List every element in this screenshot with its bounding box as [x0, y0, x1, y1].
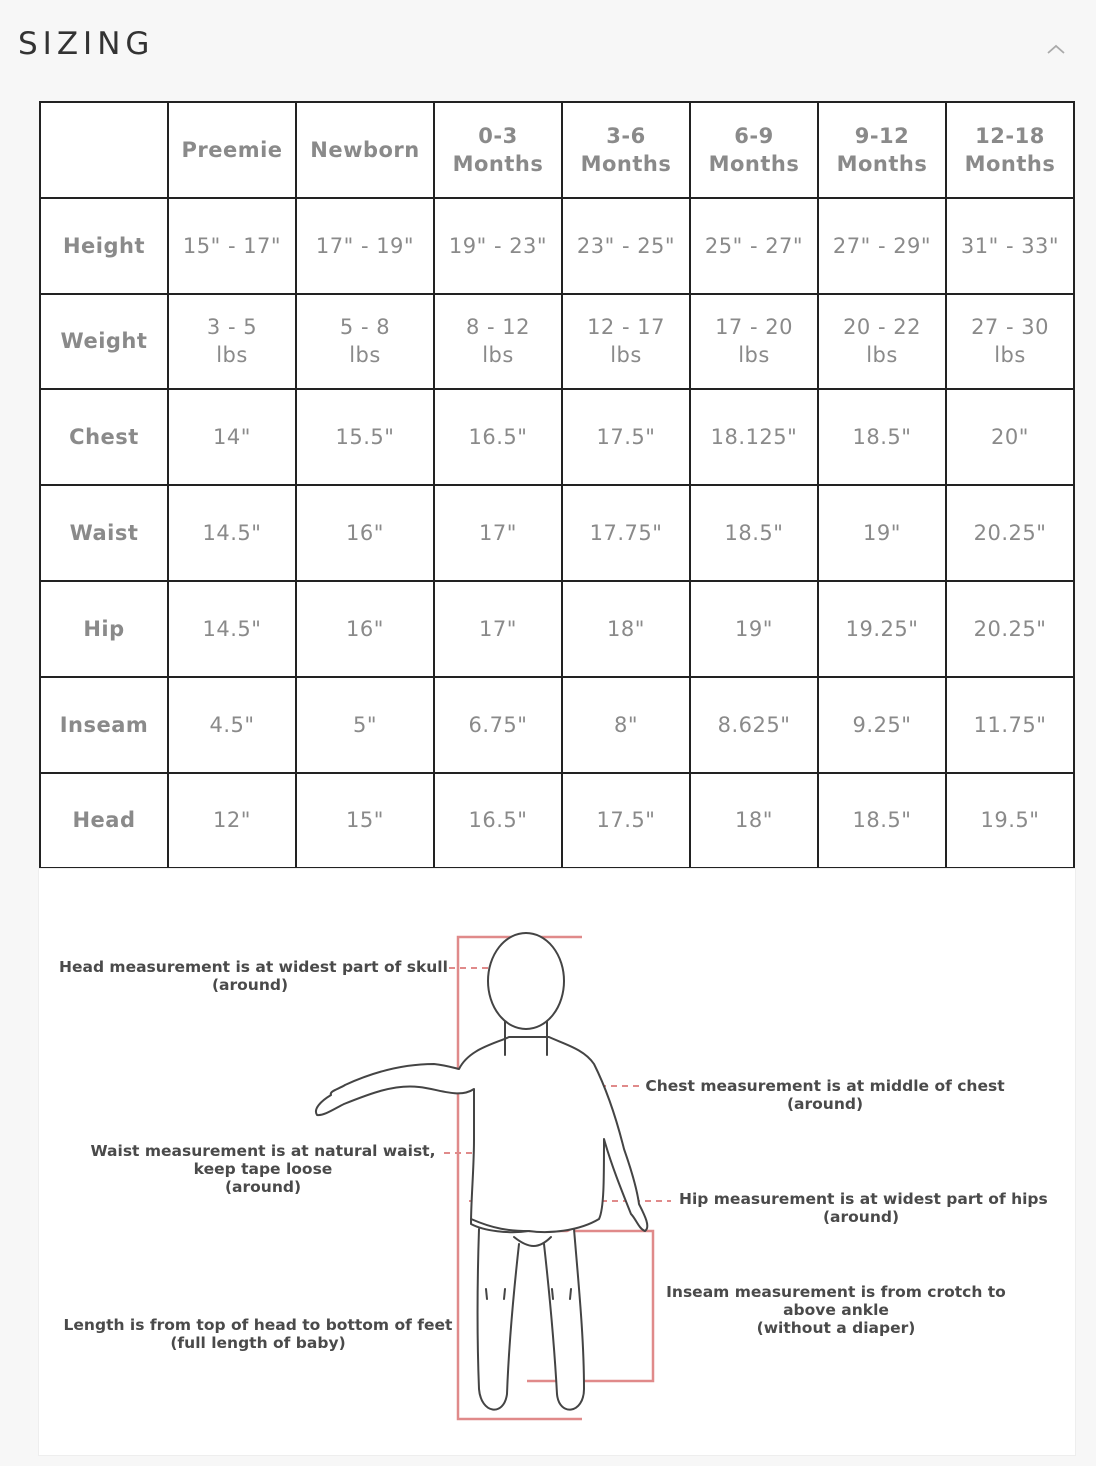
- table-cell: [690, 581, 818, 677]
- cell-text-line: 18": [607, 616, 645, 641]
- chevron-up-icon[interactable]: [1040, 36, 1072, 62]
- table-cell: [818, 677, 946, 773]
- table-cell: [296, 389, 434, 485]
- inseam-annotation: Inseam measurement is from crotch to above ankle (without a diaper): [666, 1283, 1006, 1337]
- cell-text-line: 18.5": [724, 521, 784, 546]
- cell-text-line: 25" - 27": [704, 233, 804, 258]
- table-cell: [296, 677, 434, 773]
- cell-text-line: 17.5": [596, 808, 656, 833]
- column-header: [168, 102, 296, 198]
- table-cell: [168, 198, 296, 294]
- table-cell: [690, 773, 818, 869]
- cell-text-line: 6.75": [468, 712, 528, 737]
- table-cell: [818, 581, 946, 677]
- cell-text-line: lbs: [738, 343, 770, 368]
- cell-text-line: 17": [479, 616, 517, 641]
- row-header: Chest: [40, 389, 168, 485]
- table-row: [40, 485, 1074, 581]
- corner-cell: [40, 102, 168, 198]
- table-cell: [690, 198, 818, 294]
- cell-text-line: 19.25": [845, 616, 919, 641]
- table-cell: [296, 773, 434, 869]
- cell-text-line: Months: [836, 151, 928, 176]
- cell-text-line: 9.25": [852, 712, 912, 737]
- table-cell: [946, 198, 1074, 294]
- table-row: [40, 294, 1074, 390]
- cell-text-line: 5": [352, 712, 378, 737]
- cell-text-line: Months: [708, 151, 800, 176]
- table-cell: [434, 294, 562, 390]
- cell-text-line: 16.5": [468, 425, 528, 450]
- section-title: SIZING: [18, 26, 155, 62]
- table-cell: [296, 581, 434, 677]
- table-cell: [818, 389, 946, 485]
- table-cell: [946, 389, 1074, 485]
- cell-text-line: 27 - 30: [971, 315, 1049, 340]
- table-cell: [296, 198, 434, 294]
- table-cell: [168, 294, 296, 390]
- head-annotation: Head measurement is at widest part of skull (around): [59, 958, 448, 994]
- table-cell: [562, 198, 690, 294]
- cell-text-line: 20.25": [973, 521, 1047, 546]
- table-cell: [434, 389, 562, 485]
- table-cell: [946, 677, 1074, 773]
- table-row: [40, 677, 1074, 773]
- cell-text-line: 18.5": [852, 808, 912, 833]
- table-cell: [168, 581, 296, 677]
- table-cell: [562, 389, 690, 485]
- table-cell: [946, 581, 1074, 677]
- cell-text-line: 27" - 29": [832, 233, 932, 258]
- cell-text-line: Months: [580, 151, 672, 176]
- cell-text-line: 5 - 8: [339, 315, 391, 340]
- cell-text-line: lbs: [610, 343, 642, 368]
- chest-annotation: Chest measurement is at middle of chest (around): [645, 1077, 1005, 1113]
- table-cell: [168, 677, 296, 773]
- table-cell: [434, 198, 562, 294]
- cell-text-line: 19" - 23": [448, 233, 548, 258]
- cell-text-line: 8 - 12: [465, 315, 530, 340]
- cell-text-line: lbs: [482, 343, 514, 368]
- table-cell: [818, 198, 946, 294]
- table-cell: [296, 294, 434, 390]
- column-header: [296, 102, 434, 198]
- cell-text-line: 19.5": [980, 808, 1040, 833]
- row-header: Height: [40, 198, 168, 294]
- cell-text-line: 17.75": [589, 521, 663, 546]
- cell-text-line: Newborn: [310, 137, 420, 162]
- cell-text-line: 23" - 25": [576, 233, 676, 258]
- table-cell: [946, 294, 1074, 390]
- table-cell: [946, 485, 1074, 581]
- section-header[interactable]: [0, 0, 1096, 92]
- cell-text-line: 11.75": [973, 712, 1047, 737]
- cell-text-line: lbs: [349, 343, 381, 368]
- cell-text-line: 20 - 22: [843, 315, 921, 340]
- table-cell: [434, 581, 562, 677]
- cell-text-line: 17.5": [596, 425, 656, 450]
- row-header: Hip: [40, 581, 168, 677]
- cell-text-line: 16.5": [468, 808, 528, 833]
- column-header: [818, 102, 946, 198]
- cell-text-line: lbs: [994, 343, 1026, 368]
- waist-annotation: Waist measurement is at natural waist, keep tape loose (around): [90, 1142, 436, 1196]
- table-cell: [168, 389, 296, 485]
- cell-text-line: 16": [346, 616, 384, 641]
- cell-text-line: 14.5": [202, 521, 262, 546]
- cell-text-line: 19": [863, 521, 901, 546]
- table-cell: [562, 773, 690, 869]
- table-cell: [690, 677, 818, 773]
- cell-text-line: lbs: [866, 343, 898, 368]
- cell-text-line: 12 - 17: [587, 315, 665, 340]
- cell-text-line: Preemie: [181, 137, 283, 162]
- size-chart-table: [39, 101, 1075, 869]
- table-row: [40, 773, 1074, 869]
- cell-text-line: 18.125": [710, 425, 798, 450]
- table-row: [40, 581, 1074, 677]
- cell-text-line: 19": [735, 616, 773, 641]
- table-cell: [690, 294, 818, 390]
- cell-text-line: 4.5": [209, 712, 255, 737]
- length-annotation: Length is from top of head to bottom of feet (full length of baby): [63, 1316, 453, 1352]
- column-header: [562, 102, 690, 198]
- table-header-row: [40, 102, 1074, 198]
- table-cell: [690, 389, 818, 485]
- column-header: [434, 102, 562, 198]
- table-cell: [434, 773, 562, 869]
- table-cell: [562, 294, 690, 390]
- row-header: Head: [40, 773, 168, 869]
- cell-text-line: 0-3: [478, 123, 518, 148]
- cell-text-line: 3 - 5: [206, 315, 258, 340]
- table-cell: [434, 485, 562, 581]
- table-cell: [168, 485, 296, 581]
- cell-text-line: 14": [213, 425, 251, 450]
- column-header: [690, 102, 818, 198]
- table-cell: [434, 677, 562, 773]
- table-cell: [946, 773, 1074, 869]
- table-row: [40, 198, 1074, 294]
- cell-text-line: 12": [213, 808, 251, 833]
- cell-text-line: 15": [346, 808, 384, 833]
- cell-text-line: 20": [991, 425, 1029, 450]
- column-header: [946, 102, 1074, 198]
- row-header: Weight: [40, 294, 168, 390]
- cell-text-line: 18": [735, 808, 773, 833]
- table-cell: [562, 485, 690, 581]
- row-header: Inseam: [40, 677, 168, 773]
- table-cell: [296, 485, 434, 581]
- table-cell: [168, 773, 296, 869]
- cell-text-line: 14.5": [202, 616, 262, 641]
- cell-text-line: 9-12: [854, 123, 910, 148]
- cell-text-line: 15.5": [335, 425, 395, 450]
- table-row: [40, 389, 1074, 485]
- table-cell: [818, 294, 946, 390]
- table-cell: [562, 677, 690, 773]
- cell-text-line: Months: [964, 151, 1056, 176]
- cell-text-line: 6-9: [734, 123, 774, 148]
- cell-text-line: lbs: [216, 343, 248, 368]
- cell-text-line: 12-18: [975, 123, 1045, 148]
- hip-annotation: Hip measurement is at widest part of hips (around): [679, 1190, 1048, 1226]
- table-cell: [818, 773, 946, 869]
- table-cell: [562, 581, 690, 677]
- cell-text-line: 31" - 33": [960, 233, 1060, 258]
- cell-text-line: 17" - 19": [315, 233, 415, 258]
- measurement-diagram: [38, 868, 1076, 1456]
- cell-text-line: 17": [479, 521, 517, 546]
- table-cell: [818, 485, 946, 581]
- cell-text-line: 3-6: [606, 123, 646, 148]
- cell-text-line: 8": [613, 712, 639, 737]
- cell-text-line: 8.625": [717, 712, 791, 737]
- row-header: Waist: [40, 485, 168, 581]
- table-cell: [690, 485, 818, 581]
- cell-text-line: Months: [452, 151, 544, 176]
- cell-text-line: 20.25": [973, 616, 1047, 641]
- cell-text-line: 17 - 20: [715, 315, 793, 340]
- cell-text-line: 16": [346, 521, 384, 546]
- cell-text-line: 15" - 17": [182, 233, 282, 258]
- cell-text-line: 18.5": [852, 425, 912, 450]
